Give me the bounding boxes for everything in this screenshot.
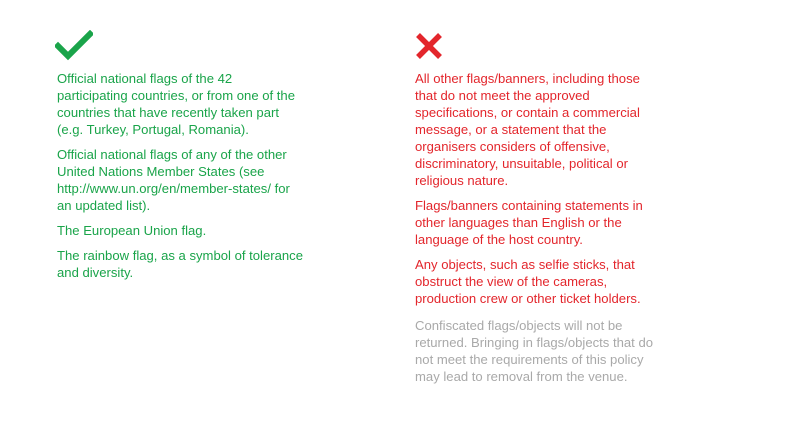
- forbidden-column: [415, 30, 715, 393]
- check-icon: [55, 30, 93, 62]
- allowed-column: [57, 30, 357, 289]
- cross-icon: [414, 31, 444, 61]
- forbidden-item: Any objects, such as selfie sticks, that obstruct the view of the cameras, production crew or other ticket holders.: [415, 257, 641, 306]
- forbidden-item: All other flags/banners, including those that do not meet the approved specifications, or contain a commercial message, or a statement that the organisers considers of offensive, discriminatory, unsuitable, political or religious nature.: [415, 71, 640, 188]
- allowed-item: Official national flags of any of the other United Nations Member States (see http://www.un.org/en/member-states/ for an updated list).: [57, 147, 290, 213]
- allowed-item: Official national flags of the 42 participating countries, or from one of the countries that have recently taken part (e.g. Turkey, Portugal, Romania).: [57, 71, 295, 137]
- confiscation-note: Confiscated flags/objects will not be returned. Bringing in flags/objects that do not meet the requirements of this policy may lead to removal from the venue.: [415, 318, 654, 384]
- allowed-item: The European Union flag.: [57, 223, 207, 238]
- allowed-item: The rainbow flag, as a symbol of tolerance and diversity.: [57, 248, 304, 280]
- forbidden-item: Flags/banners containing statements in other languages than English or the language of the host country.: [415, 198, 643, 247]
